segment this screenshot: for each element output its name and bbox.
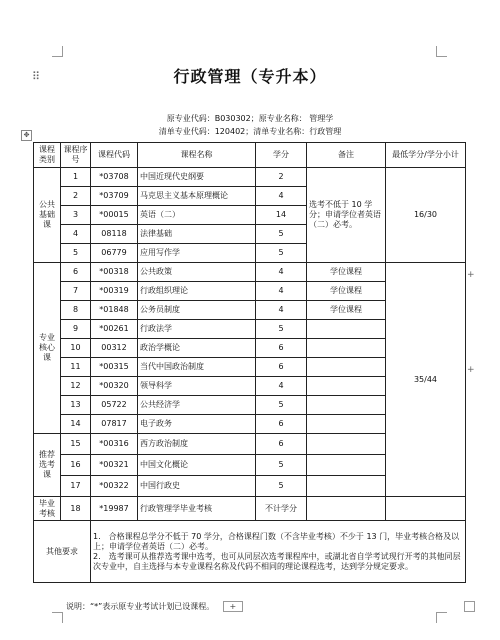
credit-cell: 4: [256, 301, 307, 320]
name-cell: 当代中国政治制度: [138, 358, 256, 377]
header-name: 课程名称: [138, 143, 256, 168]
code-cell: 00312: [91, 339, 138, 358]
credit-cell: 6: [256, 415, 307, 434]
name-cell: 行政组织理论: [138, 282, 256, 301]
name-cell: 中国文化概论: [138, 455, 256, 476]
code-cell: *03709: [91, 187, 138, 206]
credit-cell: 5: [256, 396, 307, 415]
list-major-info: 清单专业代码：120402；清单专业名称：行政管理: [158, 127, 342, 136]
category-major: 专业核心课: [34, 263, 61, 434]
credit-cell: 5: [256, 225, 307, 244]
table-row: [34, 168, 466, 187]
other-requirements-label: 其他要求: [34, 521, 91, 583]
credit-cell: 不计学分: [256, 497, 307, 521]
code-cell: 05722: [91, 396, 138, 415]
note-cell: [307, 415, 386, 434]
other-requirements-row: [34, 521, 466, 583]
name-cell: 行政法学: [138, 320, 256, 339]
note-cell: [307, 455, 386, 476]
page-corner-mark: [52, 46, 63, 57]
page-corner-mark: [436, 46, 447, 57]
category-graduation: 毕业考核: [34, 497, 61, 521]
seq-cell: 8: [61, 301, 91, 320]
name-cell: 马克思主义基本原理概论: [138, 187, 256, 206]
seq-cell: 18: [61, 497, 91, 521]
row-insert-icon[interactable]: +: [467, 365, 475, 375]
note-cell: [307, 476, 386, 497]
credit-cell: 4: [256, 377, 307, 396]
code-cell: 07817: [91, 415, 138, 434]
move-handle-icon[interactable]: ✥: [21, 130, 32, 141]
header-note: 备注: [307, 143, 386, 168]
code-cell: *00318: [91, 263, 138, 282]
note-cell: [307, 358, 386, 377]
note-cell: [307, 377, 386, 396]
category-elective: 推荐选考课: [34, 434, 61, 497]
note-cell: 学位课程: [307, 263, 386, 282]
footnote: [66, 601, 243, 612]
code-cell: *03708: [91, 168, 138, 187]
name-cell: 公务员制度: [138, 301, 256, 320]
note-cell: 学位课程: [307, 301, 386, 320]
seq-cell: 14: [61, 415, 91, 434]
document-title: 行政管理（专升本）: [173, 67, 327, 86]
seq-cell: 4: [61, 225, 91, 244]
code-cell: *00321: [91, 455, 138, 476]
credit-cell: 5: [256, 244, 307, 263]
course-table: [33, 142, 466, 583]
name-cell: 公共政策: [138, 263, 256, 282]
seq-cell: 1: [61, 168, 91, 187]
public-min-credit: 16/30: [386, 168, 466, 263]
note-cell: 学位课程: [307, 282, 386, 301]
other-requirements-text: [91, 521, 466, 583]
seq-cell: 13: [61, 396, 91, 415]
category-public: 公共基础课: [34, 168, 61, 263]
credit-cell: 6: [256, 434, 307, 455]
credit-cell: 6: [256, 358, 307, 377]
credit-cell: 4: [256, 282, 307, 301]
page-corner-mark: [52, 612, 63, 623]
seq-cell: 17: [61, 476, 91, 497]
credit-cell: 14: [256, 206, 307, 225]
table-resize-handle-icon[interactable]: [464, 601, 475, 612]
add-row-button[interactable]: +: [223, 601, 243, 612]
name-cell: 领导科学: [138, 377, 256, 396]
seq-cell: 11: [61, 358, 91, 377]
seq-cell: 5: [61, 244, 91, 263]
table-row: [34, 263, 466, 282]
seq-cell: 15: [61, 434, 91, 455]
code-cell: *00316: [91, 434, 138, 455]
credit-cell: 6: [256, 339, 307, 358]
name-cell: 公共经济学: [138, 396, 256, 415]
name-cell: 中国近现代史纲要: [138, 168, 256, 187]
page-corner-mark: [436, 612, 447, 623]
credit-cell: 4: [256, 187, 307, 206]
name-cell: 行政管理学毕业考核: [138, 497, 256, 521]
table-row: [34, 497, 466, 521]
name-cell: 法律基础: [138, 225, 256, 244]
note-cell: [307, 339, 386, 358]
note-cell: [307, 320, 386, 339]
code-cell: *00322: [91, 476, 138, 497]
header-seq: 课程序号: [61, 143, 91, 168]
name-cell: 政治学概论: [138, 339, 256, 358]
name-cell: 应用写作学: [138, 244, 256, 263]
seq-cell: 10: [61, 339, 91, 358]
row-insert-icon[interactable]: +: [467, 270, 475, 280]
original-major-info: 原专业代码：B030302；原专业名称： 管理学: [166, 114, 334, 123]
name-cell: 中国行政史: [138, 476, 256, 497]
code-cell: *00261: [91, 320, 138, 339]
code-cell: *00015: [91, 206, 138, 225]
seq-cell: 16: [61, 455, 91, 476]
drag-handle-icon[interactable]: ⠿: [32, 70, 40, 83]
name-cell: 西方政治制度: [138, 434, 256, 455]
header-code: 课程代码: [91, 143, 138, 168]
credit-cell: 5: [256, 476, 307, 497]
name-cell: 英语（二）: [138, 206, 256, 225]
public-note: 选考不低于 10 学分；申请学位者英语（二）必考。: [307, 168, 386, 263]
code-cell: *00320: [91, 377, 138, 396]
credit-cell: 5: [256, 455, 307, 476]
seq-cell: 6: [61, 263, 91, 282]
code-cell: *00319: [91, 282, 138, 301]
requirement-1: 1. 合格课程总学分不低于 70 学分，合格课程门数（不含毕业考核）不少于 13 门，毕业考核合格及以上；申请学位者英语（二）必考。: [93, 531, 460, 551]
table-header-row: [34, 143, 466, 168]
header-credit: 学分: [256, 143, 307, 168]
code-cell: *19987: [91, 497, 138, 521]
name-cell: 电子政务: [138, 415, 256, 434]
min-credit-cell: [386, 497, 466, 521]
code-cell: *00315: [91, 358, 138, 377]
code-cell: *01848: [91, 301, 138, 320]
note-cell: [307, 434, 386, 455]
seq-cell: 9: [61, 320, 91, 339]
credit-cell: 2: [256, 168, 307, 187]
major-min-credit: 35/44: [386, 263, 466, 497]
code-cell: 06779: [91, 244, 138, 263]
note-cell: [307, 497, 386, 521]
credit-cell: 5: [256, 320, 307, 339]
credit-cell: 4: [256, 263, 307, 282]
seq-cell: 3: [61, 206, 91, 225]
seq-cell: 7: [61, 282, 91, 301]
seq-cell: 12: [61, 377, 91, 396]
code-cell: 08118: [91, 225, 138, 244]
header-category: 课程类别: [34, 143, 61, 168]
seq-cell: 2: [61, 187, 91, 206]
note-cell: [307, 396, 386, 415]
header-min-credit: 最低学分/学分小计: [386, 143, 466, 168]
requirement-2: 2. 选考课可从推荐选考课中选考，也可从同层次选考课程库中，或湖北省自学考试现行开考的其他同层次专业中，自主选择与本专业课程名称及代码不相同的理论课程选考，达到学分规定要求。: [93, 551, 461, 571]
footnote-text: 说明：“*”表示原专业考试计划已设课程。: [66, 602, 215, 611]
